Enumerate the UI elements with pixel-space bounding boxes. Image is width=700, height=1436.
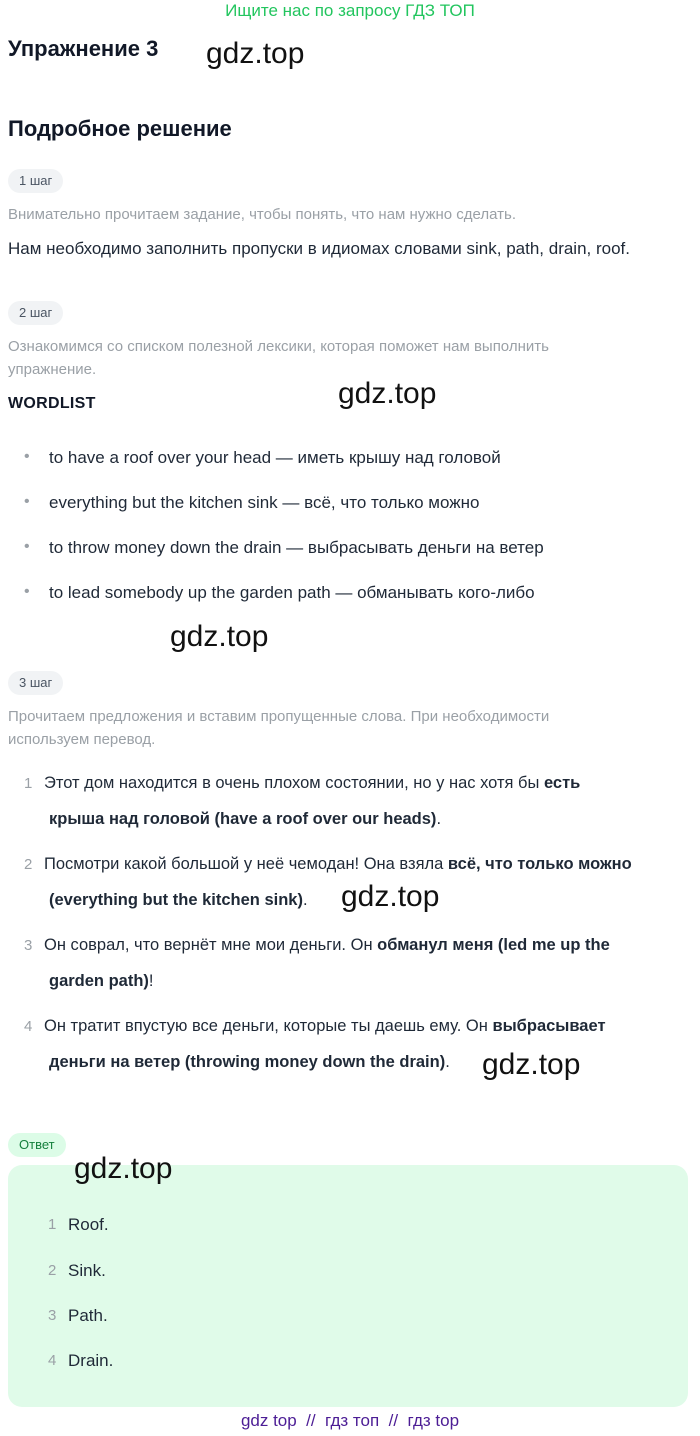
watermark: gdz.top <box>206 37 305 70</box>
search-banner: Ищите нас по запросу ГДЗ ТОП <box>225 1 475 20</box>
list-item <box>24 583 30 601</box>
bullet-icon: • <box>24 538 30 555</box>
list-item-text: to lead somebody up the garden path — обманывать кого-либо <box>49 583 535 602</box>
watermark: gdz.top <box>170 620 269 653</box>
wordlist-title: WORDLIST <box>8 395 96 412</box>
answer-number: 4 <box>48 1352 57 1369</box>
step-1-hint: Внимательно прочитаем задание, чтобы понять, что нам нужно сделать. <box>8 206 517 223</box>
answer-item: Sink. <box>68 1261 106 1280</box>
step-1-text: Нам необходимо заполнить пропуски в идиомах словами sink, path, drain, roof. <box>8 239 631 258</box>
watermark: gdz.top <box>74 1152 173 1185</box>
sentence-2-line-1: Посмотри какой большой у неё чемодан! Она взяла всё, что только можно <box>44 855 632 873</box>
answer-item: Drain. <box>68 1351 114 1370</box>
watermark: gdz.top <box>338 377 437 410</box>
step-2-hint: Ознакомимся со списком полезной лексики, которая поможет нам выполнить упражнение. <box>8 338 549 378</box>
sentence-4-line-2: деньги на ветер (throwing money down the drain). <box>49 1053 450 1071</box>
watermark: gdz.top <box>482 1048 581 1081</box>
sentence-3-line-2: garden path)! <box>49 972 154 990</box>
answer-item: Path. <box>68 1306 108 1325</box>
step-badge-1: 1 шаг <box>8 169 63 193</box>
list-item-text: to throw money down the drain — выбрасывать деньги на ветер <box>49 538 544 557</box>
page-title: Упражнение 3 <box>8 36 159 61</box>
sentence-4-line-1: Он тратит впустую все деньги, которые ты даешь ему. Он выбрасывает <box>44 1017 606 1035</box>
list-item-text: everything but the kitchen sink — всё, что только можно <box>49 493 480 512</box>
sentence-number: 1 <box>24 775 33 792</box>
answer-badge: Ответ <box>8 1133 66 1157</box>
sentence-3-line-1: Он соврал, что вернёт мне мои деньги. Он обманул меня (led me up the <box>44 936 610 954</box>
bullet-icon: • <box>24 583 30 600</box>
solution-heading: Подробное решение <box>8 116 232 141</box>
sentence-1-line-1: Этот дом находится в очень плохом состоянии, но у нас хотя бы есть <box>44 774 581 792</box>
step-3-hint: Прочитаем предложения и вставим пропущенные слова. При необходимости используем перевод. <box>8 708 550 748</box>
sentence-2-line-2: (everything but the kitchen sink). <box>49 891 308 909</box>
step-badge-2: 2 шаг <box>8 301 63 325</box>
list-item-text: to have a roof over your head — иметь крышу над головой <box>49 448 501 467</box>
step-badge-3: 3 шаг <box>8 671 63 695</box>
list-item <box>24 538 30 556</box>
list-item <box>24 448 30 466</box>
answer-item: Roof. <box>68 1215 109 1234</box>
answer-number: 3 <box>48 1307 57 1324</box>
list-item <box>24 493 30 511</box>
bullet-icon: • <box>24 493 30 510</box>
answer-number: 2 <box>48 1262 57 1279</box>
footer-links: gdz top // гдз топ // гдз top <box>240 1411 460 1430</box>
answer-number: 1 <box>48 1216 57 1233</box>
watermark: gdz.top <box>341 880 440 913</box>
sentence-1-line-2: крыша над головой (have a roof over our heads). <box>49 810 442 828</box>
sentence-number: 3 <box>24 937 33 954</box>
sentence-number: 2 <box>24 856 33 873</box>
sentence-number: 4 <box>24 1018 33 1035</box>
bullet-icon: • <box>24 448 30 465</box>
